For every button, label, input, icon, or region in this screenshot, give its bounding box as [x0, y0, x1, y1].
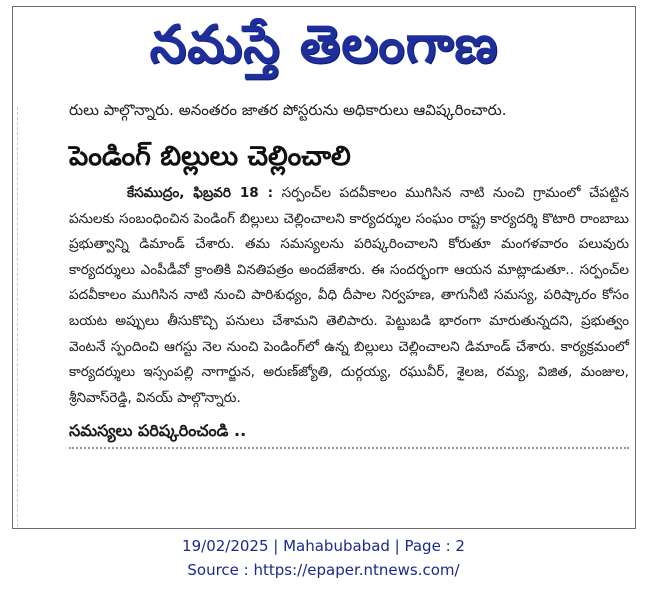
newspaper-masthead: నమస్తే తెలంగాణ	[149, 15, 499, 75]
article-dateline: కేసముద్రం, ఫిబ్రవరి 18 :	[127, 185, 274, 201]
article-subheading: సమస్యలు పరిష్కరించండి ..	[69, 421, 247, 441]
article-headline: పెండింగ్ బిల్లులు చెల్లించాలి	[69, 141, 351, 172]
edition-info: 19/02/2025 | Mahabubabad | Page : 2	[182, 537, 465, 555]
previous-article-tail: రులు పాల్గొన్నారు. అనంతరం జాతర పోస్టరును అధికారులు ఆవిష్కరించారు.	[69, 101, 507, 119]
article-body-text: సర్పంచ్‌ల పదవీకాలం ముగిసిన నాటి నుంచి గ్రామంలో చేపట్టిన పనులకు సంబంధించిన పెండింగ్ బిల్లులు చెల్లించాలని కార్యదర్శుల సంఘం రాష్ట్ర కార్యదర్శి కొటారి రాంబాబు ప్రభుత్వాన్ని డిమాండ్ చేశారు. తమ సమస్యలను పరిష్కరించాలని కోరుతూ మంగళవారం పలువురు కార్యదర్శులు ఎంపీడీవో క్రాంతికి వినతిపత్రం అందజేశారు. ఈ సందర్భంగా ఆయన మాట్లాడుతూ.. సర్పంచ్‌ల పదవీకాలం ముగిసిన నాటి నుంచి పారిశుధ్యం, వీధి దీపాల నిర్వహణ, తాగునీటి సమస్య, పరిష్కారం కోసం బయట అప్పులు తీసుకొచ్చి పనులు చేశామని తెలిపారు. పెట్టుబడి భారంగా మారుతున్నదని, ప్రభుత్వం వెంటనే స్పందించి ఆగస్టు నెల నుంచి పెండింగ్‌లో ఉన్న బిల్లులు చెల్లించాలని డిమాండ్ చేశారు. కార్యక్రమంలో కార్యదర్శులు ఇస్సంపల్లి నాగార్జున, అరుణ్‌జ్యోతి, దుర్గయ్య, రఘువీర్, శైలజ, రమ్య, విజిత, మంజుల, శ్రీనివాస్‌రెడ్డి, వినయ్ పాల్గొన్నారు.	[69, 185, 630, 406]
article-body	[69, 181, 629, 411]
newspaper-clipping	[12, 6, 636, 529]
column-divider	[17, 107, 18, 527]
clipping-cut-edge	[69, 447, 629, 457]
source-link[interactable]: Source : https://epaper.ntnews.com/	[187, 561, 460, 579]
clipping-source-footer	[0, 534, 647, 582]
article	[69, 99, 629, 457]
